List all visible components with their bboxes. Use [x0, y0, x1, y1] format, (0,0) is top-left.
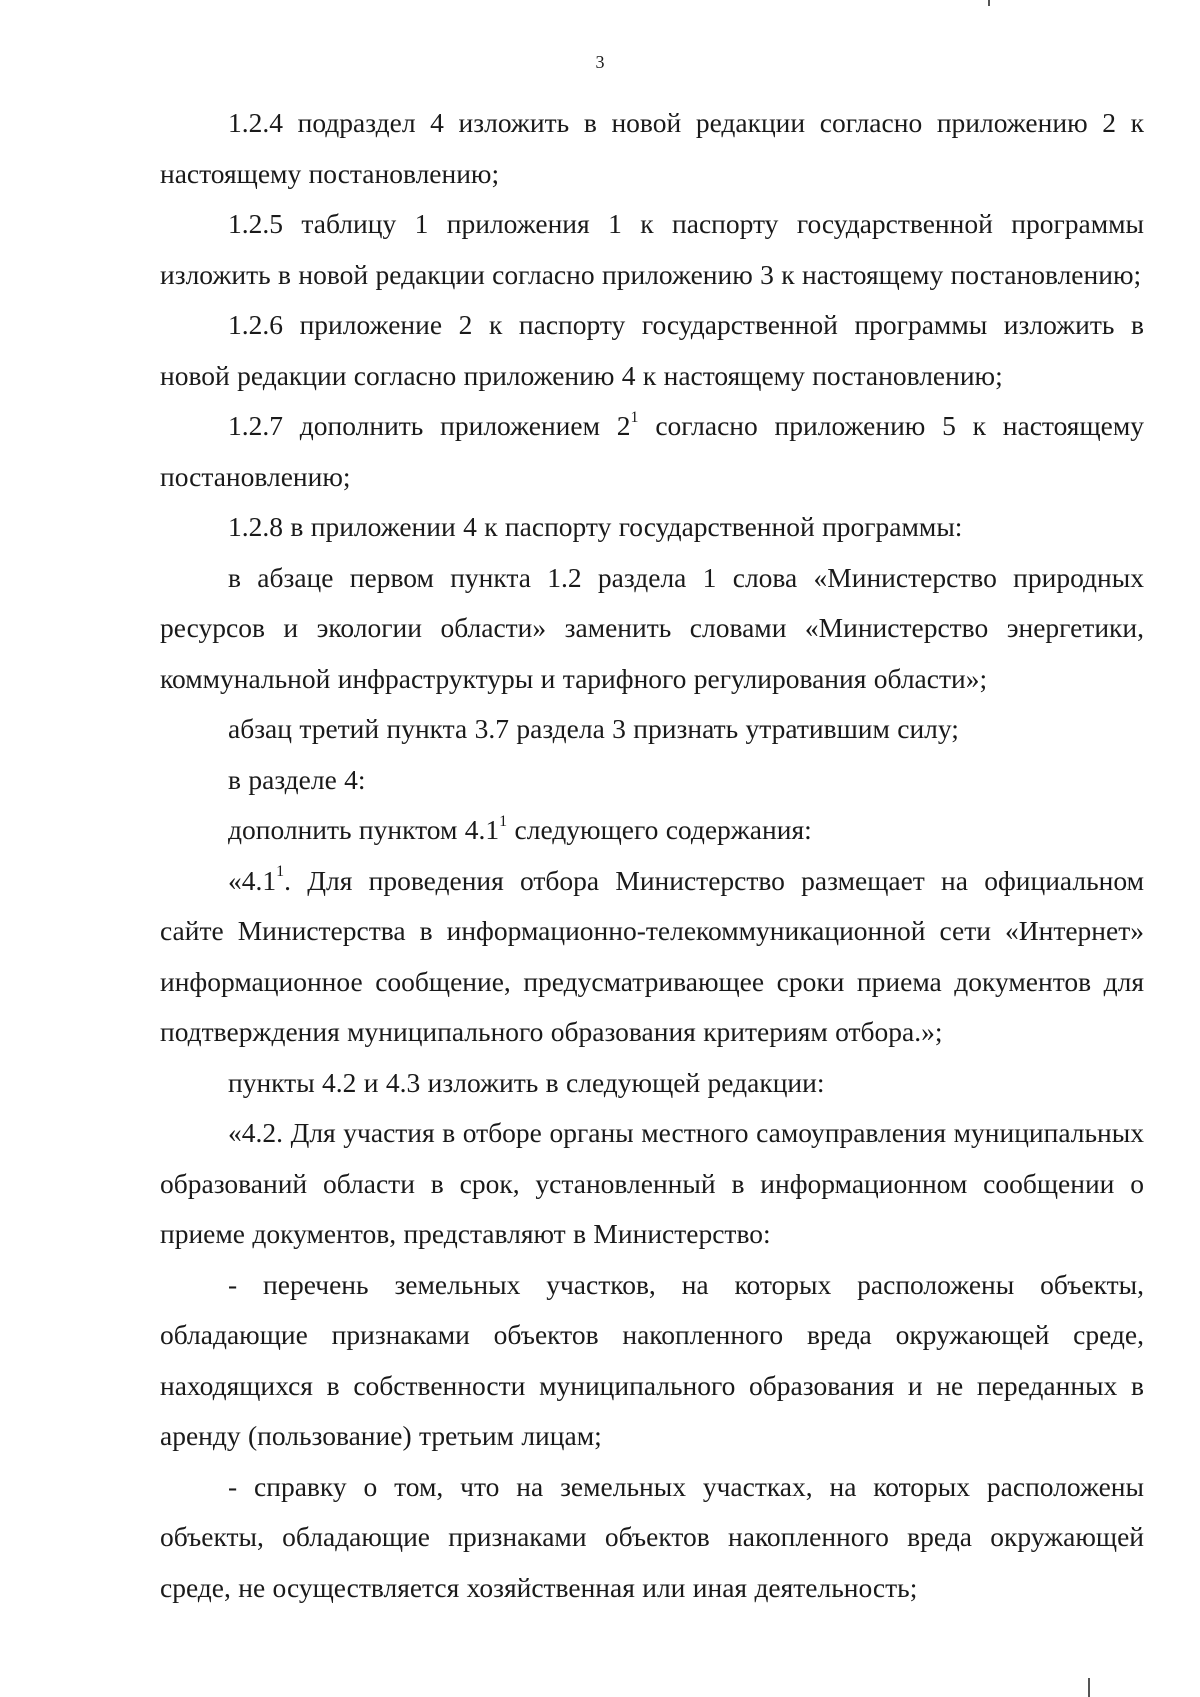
scan-mark-top: [988, 0, 990, 6]
paragraph-section-3-repeal: абзац третий пункта 3.7 раздела 3 признать утратившим силу;: [228, 713, 959, 744]
paragraph-section-4-heading: в разделе 4:: [228, 763, 366, 795]
paragraph-1-2-8: 1.2.8 в приложении 4 к паспорту государственной программы:: [228, 511, 963, 542]
scan-mark-bottom: [1088, 1678, 1090, 1697]
paragraph-1-2-7: 1.2.7 дополнить приложением $2^1$ согласно приложению 5 к настоящему постановлению;: [160, 408, 1144, 492]
paragraph-1-2-6: 1.2.6 приложение 2 к паспорту государственной программы изложить в новой редакции согласно приложению 4 к настоящему постановлению;: [160, 309, 1144, 391]
paragraph-section-1-amendment: в абзаце первом пункта 1.2 раздела 1 слова «Министерство природных ресурсов и экологии области» заменить словами «Министерство энергетики, коммунальной инфраструктуры и тарифного регулирования области»;: [160, 561, 1144, 694]
paragraph-item-4-2-text: «4.2. Для участия в отборе органы местного самоуправления муниципальных образований области в срок, установленный в информационном сообщении о приеме документов, представляют в Министерство:: [160, 1117, 1144, 1249]
paragraph-add-item-4-1-1: дополнить пунктом $4.1^1$ следующего содержания:: [228, 812, 812, 845]
paragraph-1-2-5: 1.2.5 таблицу 1 приложения 1 к паспорту государственной программы изложить в новой редакции согласно приложению 3 к настоящему постановлению;: [160, 208, 1144, 290]
paragraph-certificate: - справку о том, что на земельных участках, на которых расположены объекты, обладающие признаками объектов накопленного вреда окружающей среде, не осуществляется хозяйственная или иная деятельность;: [160, 1470, 1144, 1603]
paragraph-1-2-4: 1.2.4 подраздел 4 изложить в новой редакции согласно приложению 2 к настоящему постановлению;: [160, 107, 1144, 189]
paragraph-list-land-plots: - перечень земельных участков, на которых расположены объекты, обладающие признаками объектов накопленного вреда окружающей среде, находящихся в собственности муниципального образования и не переданных в аренду (пользование) третьим лицам;: [160, 1268, 1144, 1451]
document-body: [160, 98, 1144, 1613]
page-number: 3: [595, 52, 605, 72]
paragraph-item-4-1-1-text: «$4.1^1$. Для проведения отбора Министерство размещает на официальном сайте Министерства в информационно-телекоммуникационной сети «Интернет» информационное сообщение, предусматривающее сроки приема документов для подтверждения муниципального образования критериям отбора.»;: [160, 863, 1144, 1047]
paragraph-items-4-2-4-3: пункты 4.2 и 4.3 изложить в следующей редакции:: [228, 1066, 825, 1098]
